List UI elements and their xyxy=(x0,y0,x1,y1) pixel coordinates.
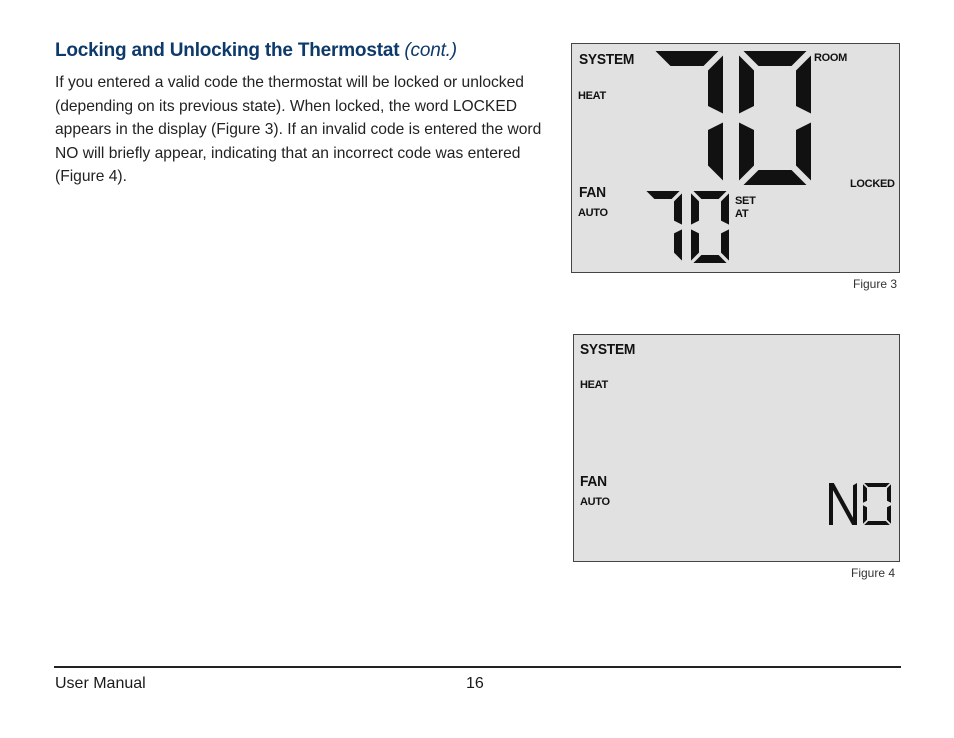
letter-stroke-1 xyxy=(853,483,857,525)
segment-c xyxy=(887,505,891,524)
lcd-char-group xyxy=(863,483,891,525)
lcd-digit-O xyxy=(863,483,891,525)
segment-e xyxy=(691,229,699,260)
fig3-set-label: SET xyxy=(735,195,756,207)
section-title-suffix: (cont.) xyxy=(404,40,457,61)
segment-d xyxy=(864,521,890,525)
lcd-digit-0 xyxy=(691,191,729,263)
segment-c xyxy=(708,123,723,181)
segment-f xyxy=(863,484,867,503)
segment-a xyxy=(656,51,719,66)
section-heading xyxy=(55,40,457,62)
segment-b xyxy=(721,193,729,224)
footer-manual-label: User Manual xyxy=(55,675,146,692)
letter-stroke-2 xyxy=(829,483,857,525)
figure-4-lcd-display xyxy=(573,334,900,562)
fig3-heat-label: HEAT xyxy=(578,90,606,102)
segment-e xyxy=(739,123,754,181)
segment-c xyxy=(796,123,811,181)
segment-f xyxy=(739,56,754,114)
section-title: Locking and Unlocking the Thermostat xyxy=(55,40,400,61)
segment-a xyxy=(744,51,807,66)
fig3-system-label: SYSTEM xyxy=(579,51,635,68)
segment-a xyxy=(693,191,726,199)
lcd-letter-N xyxy=(829,483,857,525)
segment-f xyxy=(691,193,699,224)
fig4-system-label: SYSTEM xyxy=(580,341,636,358)
fig3-room-label: ROOM xyxy=(814,52,848,64)
fig3-fan-label: FAN xyxy=(579,184,606,201)
segment-d xyxy=(744,170,807,185)
lcd-digit-0 xyxy=(739,51,811,185)
figure-3-caption: Figure 3 xyxy=(853,277,898,291)
figure-4-caption: Figure 4 xyxy=(851,566,896,580)
segment-b xyxy=(887,484,891,503)
segment-a xyxy=(864,483,890,487)
segment-b xyxy=(796,56,811,114)
segment-e xyxy=(863,505,867,524)
lcd-digit-7 xyxy=(646,191,682,261)
lcd-digit-7 xyxy=(656,51,724,181)
error-message-no xyxy=(829,483,895,527)
segment-d xyxy=(693,255,726,263)
fig4-fan-label: FAN xyxy=(580,473,607,490)
letter-stroke-0 xyxy=(829,483,833,525)
footer-rule xyxy=(54,666,901,668)
set-temperature-digits xyxy=(644,191,732,265)
fig4-auto-label: AUTO xyxy=(580,496,610,508)
fig4-heat-label: HEAT xyxy=(580,379,608,391)
segment-c xyxy=(674,229,682,260)
segment-a xyxy=(646,191,679,199)
section-body: If you entered a valid code the thermostat will be locked or unlocked (depending on its previous state). When locked, the word LOCKED appears in the display (Figure 3). If an invalid code is entered the word NO will briefly appear, indicating that an incorrect code was entered (Figure 4). xyxy=(55,74,542,185)
figure-3-lcd-display xyxy=(571,43,900,273)
room-temperature-digits xyxy=(651,51,813,187)
fig3-locked-label: LOCKED xyxy=(850,178,895,190)
footer-page-number: 16 xyxy=(466,675,484,692)
fig3-auto-label: AUTO xyxy=(578,207,608,219)
segment-b xyxy=(674,193,682,224)
fig3-at-label: AT xyxy=(735,208,749,220)
segment-c xyxy=(721,229,729,260)
segment-b xyxy=(708,56,723,114)
